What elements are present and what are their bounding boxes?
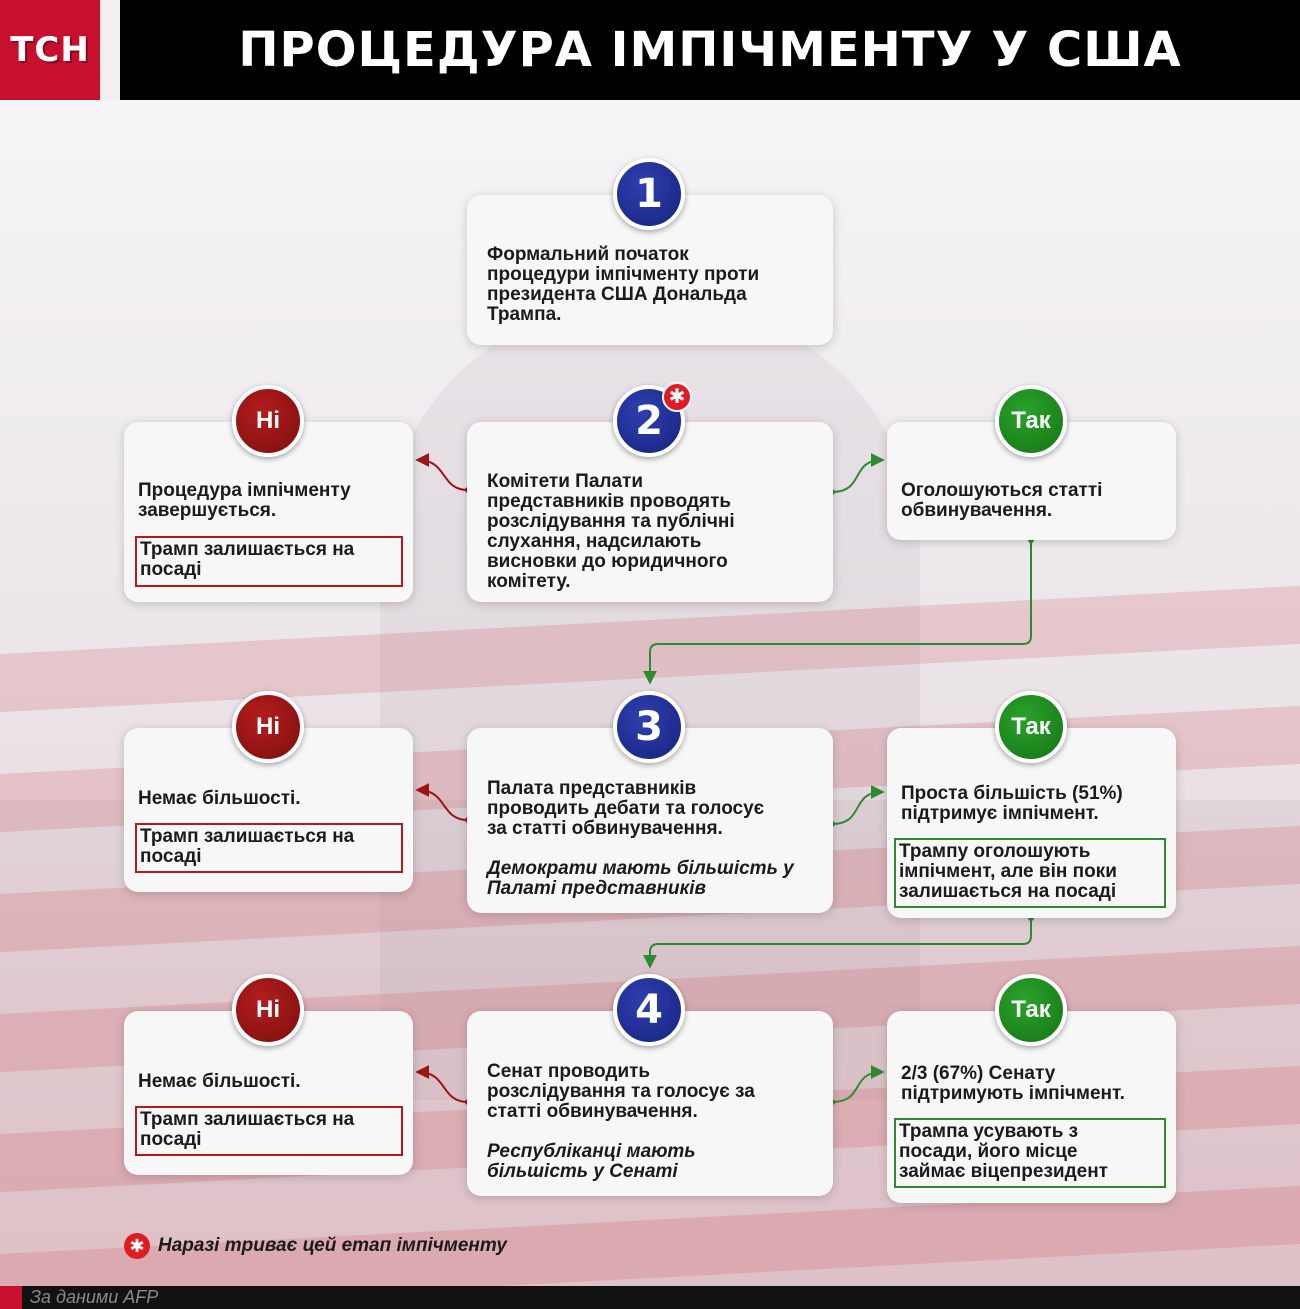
source-credit: За даними AFP [30,1287,159,1307]
title-bar [120,0,1300,100]
step-2-no-result: Трамп залишається на посаді [135,536,403,587]
step-3-number: 3 [613,691,685,763]
step-3-yes-result: Трампу оголошують імпічмент, але він поки залишається на посаді [894,838,1166,908]
step-2-text: Комітети Палати представників проводять розслідування та публічні слухання, надсилають висновки до юридичного комітету. [487,471,735,592]
step-2-yes-badge: Так [995,385,1067,457]
step-3-no-text: Немає більшості. [138,788,301,809]
step-2-no-text: Процедура імпічменту завершується. [138,480,351,521]
step-1-text: Формальний початок процедури імпічменту проти президента США Дональда Трампа. [487,244,760,325]
step-3-note: Демократи мають більшість у Палаті представників [487,858,794,899]
step-4-note: Республіканці мають більшість у Сенаті [487,1141,696,1182]
step-3-yes-badge: Так [995,691,1067,763]
legend [124,1233,507,1259]
tsn-logo: ТСН [0,0,100,100]
step-4-text: Сенат проводить розслідування та голосує за статті обвинувачення. [487,1061,755,1122]
step-3-text: Палата представників проводить дебати та голосує за статті обвинувачення. [487,778,765,839]
step-3-no-result: Трамп залишається на посаді [135,823,403,873]
footer-bar [0,1286,1300,1309]
step-4-yes-badge: Так [995,974,1067,1046]
step-2-yes-text: Оголошуються статті обвинувачення. [901,480,1103,521]
step-2-no-badge: Ні [232,385,304,457]
step-4-yes-text: 2/3 (67%) Сенату підтримують імпічмент. [901,1063,1125,1104]
step-4-number: 4 [613,974,685,1046]
step-4-no-result: Трамп залишається на посаді [135,1106,403,1156]
page-title: ПРОЦЕДУРА ІМПІЧМЕНТУ У США [238,22,1182,78]
current-stage-marker: ✱ [662,382,692,412]
step-4-no-text: Немає більшості. [138,1071,301,1092]
step-1-number: 1 [613,158,685,230]
step-3-no-badge: Ні [232,691,304,763]
step-3-yes-text: Проста більшість (51%) підтримує імпічмент. [901,783,1123,824]
legend-marker-icon: ✱ [124,1233,150,1259]
legend-text: Наразі триває цей етап імпічменту [158,1235,507,1256]
step-4-no-badge: Ні [232,974,304,1046]
footer-accent [0,1286,22,1309]
step-2-number: 2 [613,385,685,457]
step-4-yes-result: Трампа усувають з посади, його місце займає віцепрезидент [894,1118,1166,1188]
